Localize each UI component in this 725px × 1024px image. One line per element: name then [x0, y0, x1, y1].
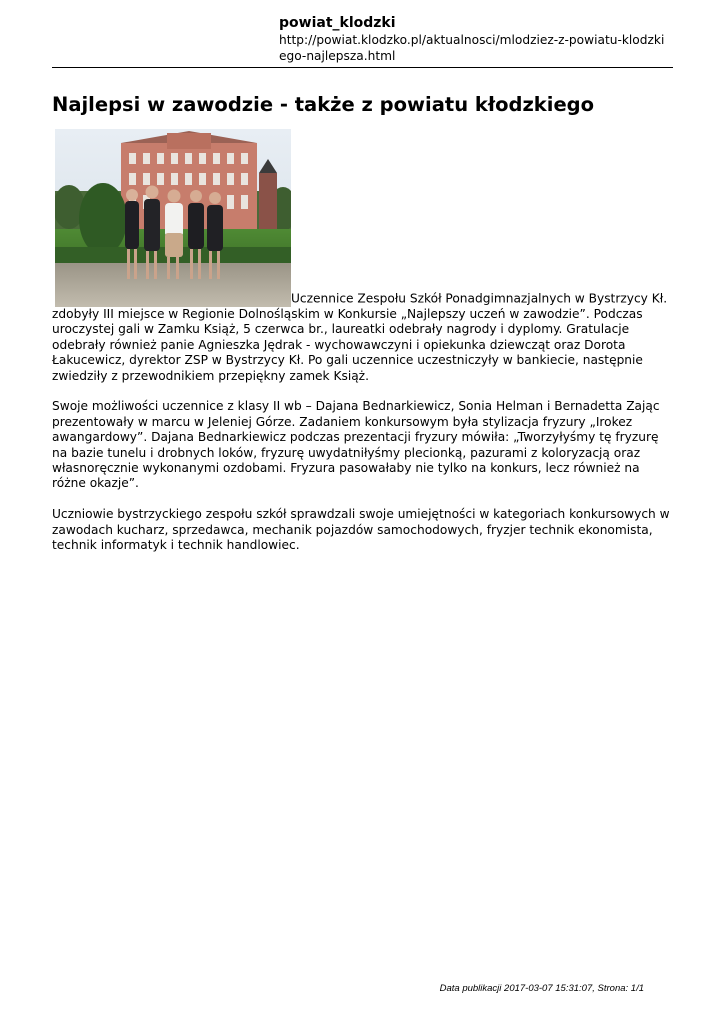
article-paragraph-1-text: Uczennice Zespołu Szkół Ponadgimnazjalnych w Bystrzycy Kł. zdobyły III miejsce w Regionie Dolnośląskim w Konkursie „Najlepszy uczeń w zawodzie”. Podczas uroczystej gali w Zamku Książ, 5 czerwca br., laureatki odebrały nagrody i dyplomy. Gratulacje odebrały również panie Agnieszka Jędrak - wychowawczyni i opiekunka dziewcząt oraz Dorota Łakucewicz, dyrektor ZSP w Bystrzycy Kł. Po gali uczennice uczestniczyły w bankiecie, następnie zwiedziły z przewodnikiem przepiękny zamek Książ. [52, 291, 668, 383]
article-title: Najlepsi w zawodzie - także z powiatu kłodzkiego [52, 93, 595, 116]
article-paragraph-2: Swoje możliwości uczennice z klasy II wb – Dajana Bednarkiewicz, Sonia Helman i Bernadetta Zając prezentowały w marcu w Jeleniej Górze. Zadaniem konkursowym była stylizacja fryzury „Irokez awangardowy”. Dajana Bednarkiewicz podczas prezentacji fryzury mówiła: „Tworzyłyśmy tę fryzurę na bazie tunelu i drobnych loków, fryzurę uwydatniłyśmy plecionką, pazurami z koloryzacją oraz własnoręcznie wykonanymi ozdobami. Fryzura pasowałaby nie tylko na konkurs, lecz również na różne okazje”. [52, 399, 660, 491]
header-divider [52, 67, 673, 68]
publication-footer: Data publikacji 2017-03-07 15:31:07, Strona: 1/1 [439, 983, 644, 994]
site-name: powiat_klodzki [279, 15, 396, 31]
source-url[interactable]: http://powiat.klodzko.pl/aktualnosci/mlodziez-z-powiatu-klodzkiego-najlepsza.html [279, 33, 665, 63]
page-header [279, 14, 679, 64]
article-body [52, 129, 677, 569]
article-paragraph-1 [52, 129, 677, 384]
article-photo [55, 129, 291, 307]
article-paragraph-3: Uczniowie bystrzyckiego zespołu szkół sprawdzali swoje umiejętności w kategoriach konkursowych w zawodach kucharz, sprzedawca, mechanik pojazdów samochodowych, fryzjer technik ekonomista, technik informatyk i technik handlowiec. [52, 507, 670, 553]
